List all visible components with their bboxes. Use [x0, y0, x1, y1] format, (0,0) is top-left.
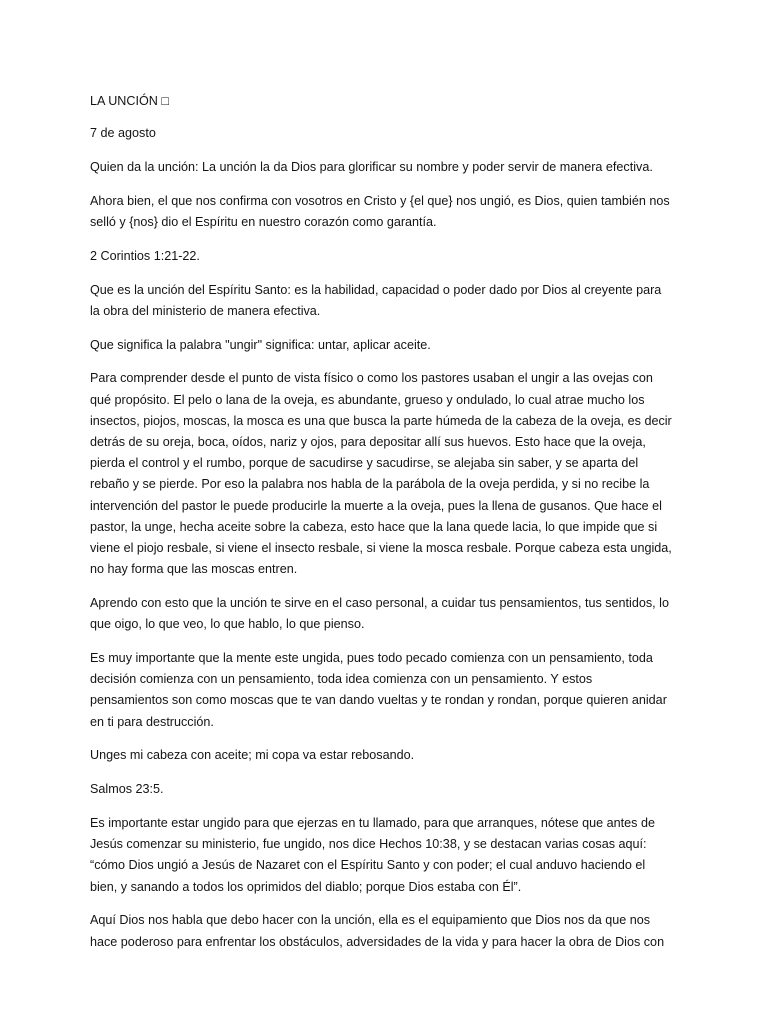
paragraph-meaning-ungir: Que significa la palabra "ungir" significa: untar, aplicar aceite.: [90, 337, 431, 352]
document-date: 7 de agosto: [90, 126, 156, 141]
reference-salmos: Salmos 23:5.: [90, 782, 164, 797]
document-title: LA UNCIÓN □: [90, 94, 169, 108]
paragraph-shepherd-sheep: Para comprender desde el punto de vista físico o como los pastores usaban el ungir a las ovejas con qué propósito. El pelo o lana de la oveja, es abundante, grueso y ondulado, lo cual atrae mucho los insectos, piojos, moscas, la mosca es una que busca la parte húmeda de la cabeza de la oveja, es decir detrás de su oreja, boca, oídos, nariz y ojos, para depositar allí sus huevos. Esto hace que la oveja, pierda el control y el rumbo, porque de sacudirse y sacudirse, se alejaba sin saber, y se aparta del rebaño y se pierde. Por eso la palabra nos habla de la parábola de la oveja perdida, y si no recibe la intervención del pastor le puede producirle la muerte a la oveja, pues la llena de gusanos. Que hace el pastor, la unge, hecha aceite sobre la cabeza, esto hace que la lana quede lacia, lo que impide que si viene el piojo resbale, si viene el insecto resbale, si viene la mosca resbale. Porque cabeza esta ungida, no hay forma que las moscas entren.: [90, 371, 672, 577]
paragraph-personal-lesson: Aprendo con esto que la unción te sirve en el caso personal, a cuidar tus pensamientos, tus sentidos, lo que oigo, lo que veo, lo que hablo, lo que pienso.: [90, 596, 669, 632]
document-page: [90, 91, 672, 965]
reference-2-corintios: 2 Corintios 1:21-22.: [90, 248, 200, 263]
paragraph-what-is-anointing: Que es la unción del Espíritu Santo: es la habilidad, capacidad o poder dado por Dios al creyente para la obra del ministerio de manera efectiva.: [90, 282, 662, 318]
paragraph-confirms-in-christ: Ahora bien, el que nos confirma con vosotros en Cristo y {el que} nos ungió, es Dios, quien también nos selló y {nos} dio el Espíritu en nuestro corazón como garantía.: [90, 193, 670, 229]
paragraph-equipment: Aquí Dios nos habla que debo hacer con la unción, ella es el equipamiento que Dios nos da que nos hace poderoso para enfrentar los obstáculos, adversidades de la vida y para hacer la obra de Dios con: [90, 913, 665, 949]
paragraph-anointed-mind: Es muy importante que la mente este ungida, pues todo pecado comienza con un pensamiento, toda decisión comienza con un pensamiento, toda idea comienza con un pensamiento. Y estos pensamientos son como moscas que te van dando vueltas y te rondan y rondan, porque quieren anidar en ti para destrucción.: [90, 651, 667, 729]
paragraph-calling: Es importante estar ungido para que ejerzas en tu llamado, para que arranques, nótese que antes de Jesús comenzar su ministerio, fue ungido, nos dice Hechos 10:38, y se destacan varias cosas aquí: “cómo Dios ungió a Jesús de Nazaret con el Espíritu Santo y con poder; el cual anduvo haciendo el bien, y sanando a todos los oprimidos del diablo; porque Dios estaba con Él”.: [90, 816, 655, 894]
paragraph-who-gives-anointing: Quien da la unción: La unción la da Dios para glorificar su nombre y poder servir de manera efectiva.: [90, 160, 653, 174]
paragraph-psalm-quote: Unges mi cabeza con aceite; mi copa va estar rebosando.: [90, 748, 415, 763]
